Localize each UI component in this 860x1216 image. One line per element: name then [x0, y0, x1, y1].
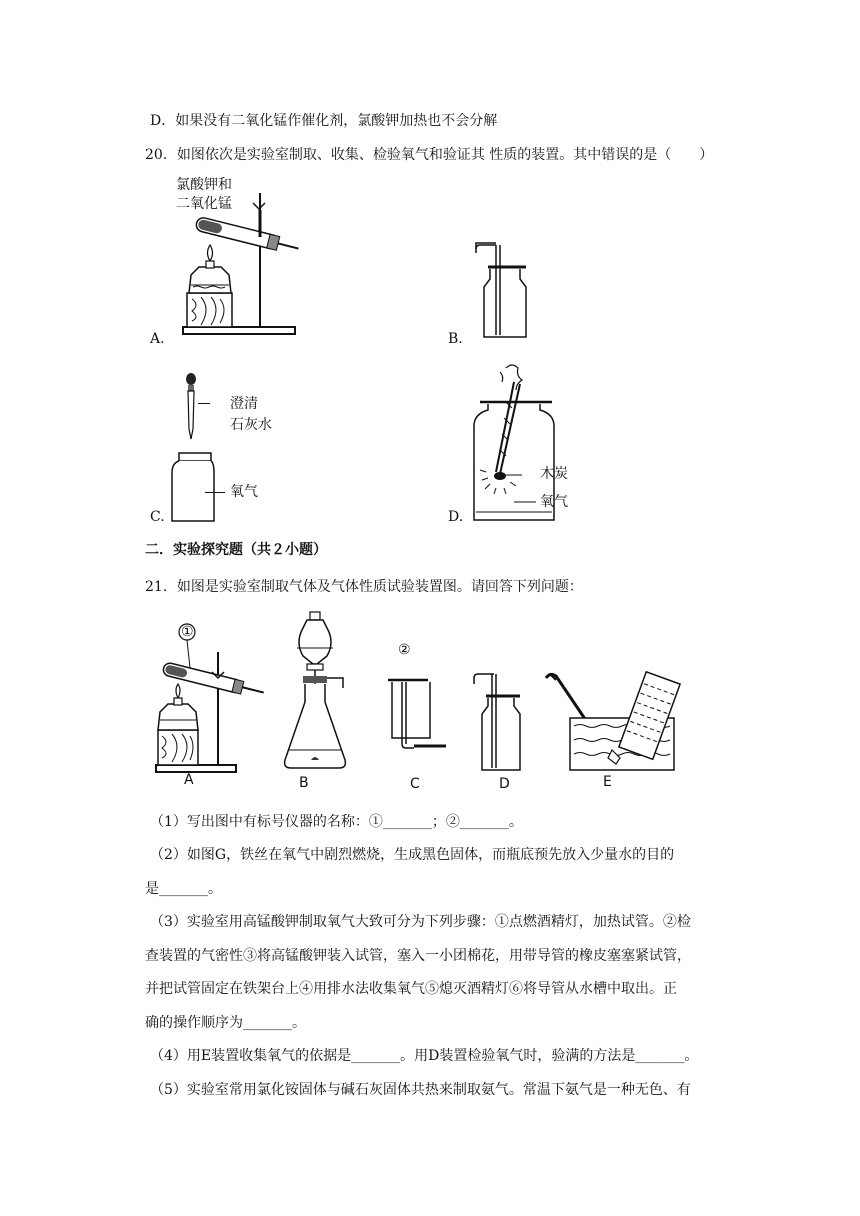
- q21-part-2-line-1: （2）如图G，铁丝在氧气中剧烈燃烧，生成黑色固体，而瓶底预先放入少量水的目的: [150, 847, 675, 863]
- q21-caption-c: C: [410, 776, 420, 792]
- q21-caption-e: E: [603, 774, 612, 790]
- q21-figure-d: [468, 672, 528, 772]
- q21-part-3-line-1: （3）实验室用高锰酸钾制取氧气大致可分为下列步骤：①点燃酒精灯，加热试管。②检: [150, 914, 691, 930]
- fig-a-label-catalyst: 二氧化锰: [176, 196, 232, 212]
- q20-option-b-label: B.: [448, 331, 463, 347]
- q21-part-4: （4）用E装置收集氧气的依据是_______。用D装置检验氧气时，验满的方法是_______。: [150, 1048, 699, 1064]
- q21-part-3-line-2: 查装置的气密性③将高锰酸钾装入试管，塞入一小团棉花，用带导管的橡皮塞塞紧试管，: [145, 948, 691, 964]
- q21-marker-1: ①: [181, 624, 194, 640]
- q21-part-3-line-4: 确的操作顺序为_______。: [145, 1015, 306, 1031]
- q20-option-d-label: D.: [448, 509, 464, 525]
- q20-figure-c: [170, 373, 220, 523]
- q19-option-d: D．如果没有二氧化锰作催化剂，氯酸钾加热也不会分解: [150, 113, 498, 129]
- fig-d-label-oxygen: 氧气: [540, 494, 568, 510]
- q21-stem: 21．如图是实验室制取气体及气体性质试验装置图。请回答下列问题：: [145, 579, 583, 595]
- fig-d-label-charcoal: 木炭: [540, 466, 568, 482]
- q21-part-5: （5）实验室常用氯化铵固体与碱石灰固体共热来制取氨气。常温下氨气是一种无色、有: [150, 1082, 691, 1098]
- q21-part-1: （1）写出图中有标号仪器的名称：①_______；②_______。: [150, 814, 523, 830]
- q21-part-3-line-3: 并把试管固定在铁架台上④用排水法收集氧气⑤熄灭酒精灯⑥将导管从水槽中取出。正: [145, 981, 677, 997]
- q21-caption-b: B: [299, 775, 309, 791]
- q20-option-c-label: C.: [150, 509, 165, 525]
- fig-a-label-chemicals: 氯酸钾和: [176, 177, 232, 193]
- section-2-title: 二．实验探究题（共２小题）: [145, 542, 327, 558]
- fig-c-label-limewater: 石灰水: [230, 417, 272, 433]
- fig-c-label-oxygen: 氧气: [230, 484, 258, 500]
- q21-figure-c: [388, 660, 448, 755]
- q21-caption-a: A: [184, 772, 194, 788]
- fig-c-pointer: [198, 403, 210, 404]
- fig-c-pointer-2: [205, 492, 225, 493]
- q21-part-2-line-2: 是_______。: [145, 881, 222, 897]
- q21-caption-d: D: [499, 776, 510, 792]
- fig-c-label-clear: 澄清: [230, 396, 258, 412]
- q20-option-a-label: A.: [150, 331, 165, 347]
- q21-marker-2: ②: [398, 642, 411, 658]
- q20-stem: 20．如图依次是实验室制取、收集、检验氧气和验证其 性质的装置。其中错误的是（ ）: [145, 147, 714, 163]
- q21-figure-a: [150, 622, 270, 777]
- q21-figure-b: [283, 612, 353, 777]
- q20-figure-b: [468, 243, 538, 338]
- q21-figure-e: [540, 670, 680, 775]
